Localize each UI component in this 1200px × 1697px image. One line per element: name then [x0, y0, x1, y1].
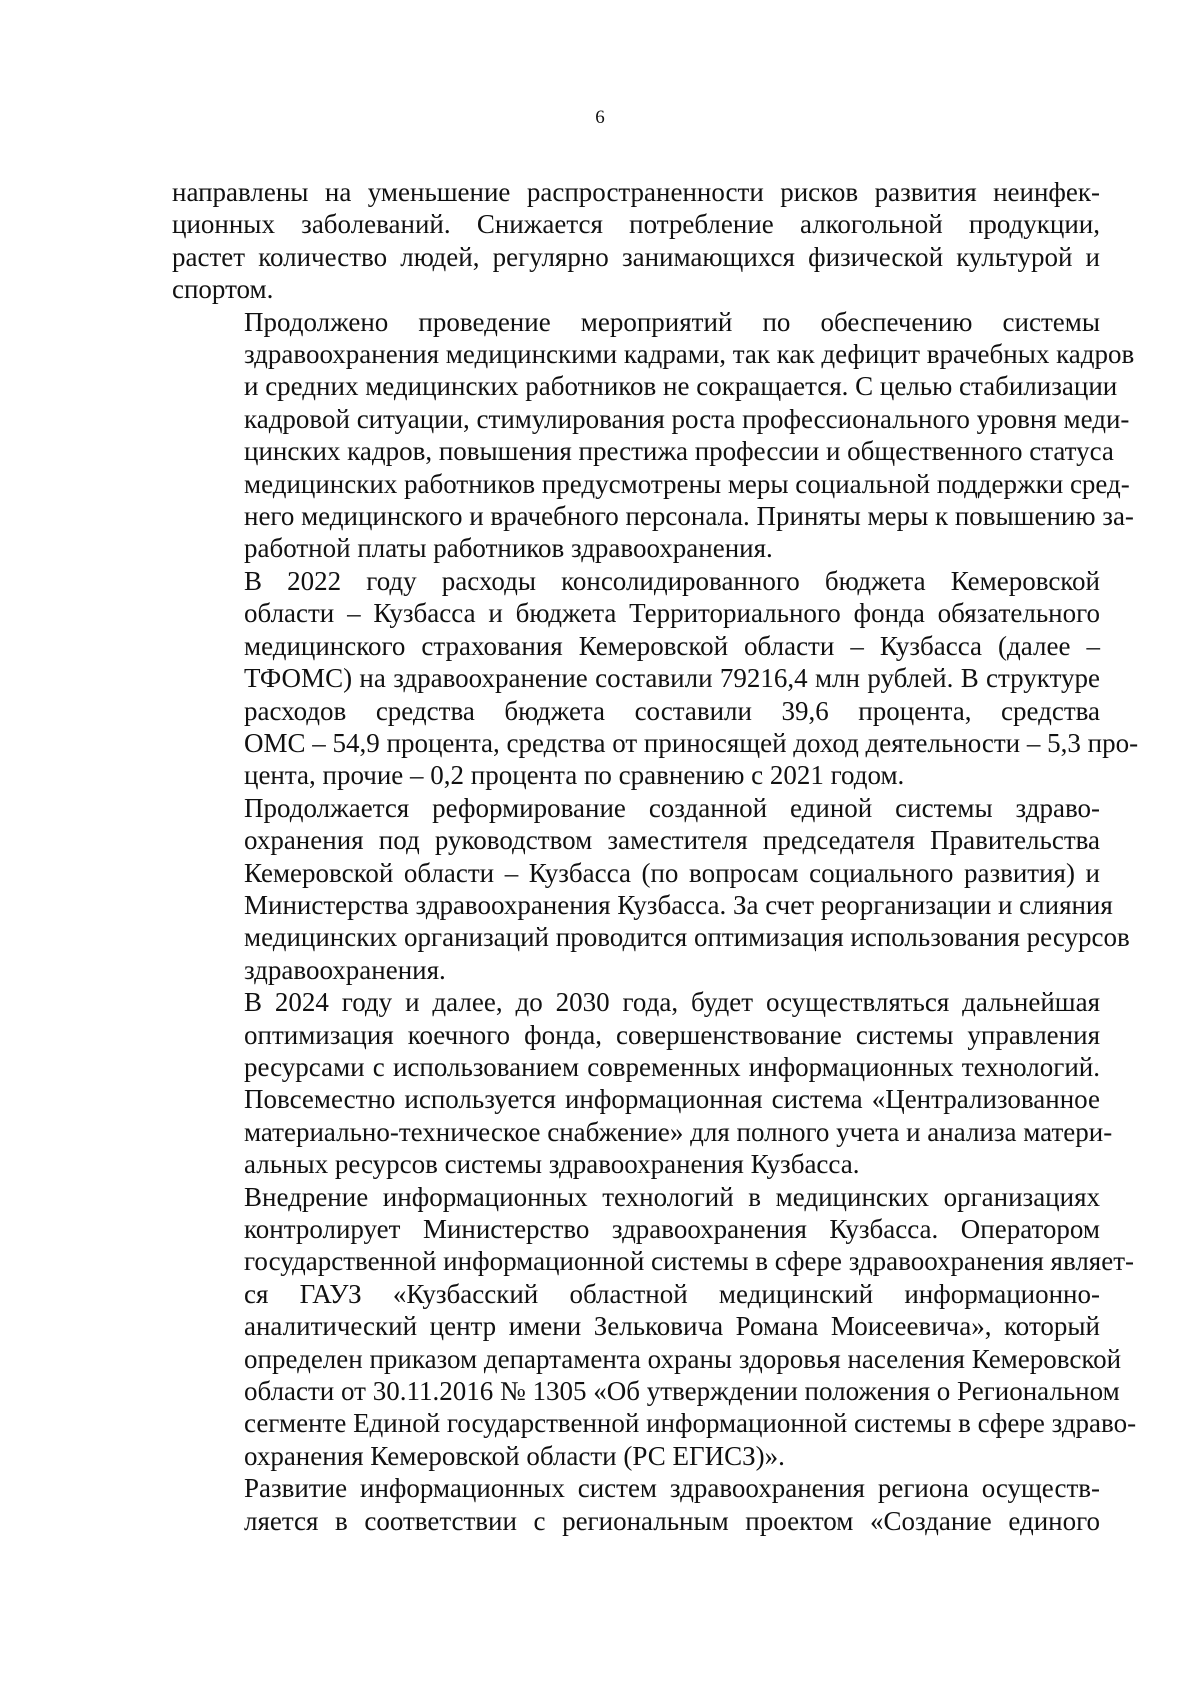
text-line: Продолжено проведение мероприятий по обеспечению системы: [244, 306, 1100, 337]
text-line: здравоохранения.: [244, 954, 446, 985]
paragraph: [172, 565, 1139, 792]
text-line: медицинских организаций проводится оптимизация использования ресурсов: [244, 922, 1130, 953]
text-line: оптимизация коечного фонда, совершенствование системы управления: [244, 1019, 1100, 1050]
text-line: медицинского страхования Кемеровской области – Кузбасса (далее –: [244, 630, 1100, 661]
text-line: растет количество людей, регулярно занимающихся физической культурой и: [172, 241, 1100, 272]
text-line: ляется в соответствии с региональным проектом «Создание единого: [244, 1505, 1100, 1536]
text-line: здравоохранения медицинскими кадрами, так как дефицит врачебных кадров: [244, 339, 1135, 370]
text-line: альных ресурсов системы здравоохранения Кузбасса.: [244, 1149, 860, 1180]
text-line: Внедрение информационных технологий в медицинских организациях: [244, 1181, 1100, 1212]
text-line: области от 30.11.2016 № 1305 «Об утверждении положения о Региональном: [244, 1376, 1120, 1407]
paragraph: [172, 306, 1135, 565]
text-line: и средних медицинских работников не сокращается. С целью стабилизации: [244, 371, 1118, 402]
paragraph: [172, 792, 1130, 986]
text-line: ТФОМС) на здравоохранение составили 79216,4 млн рублей. В структуре: [244, 663, 1100, 694]
text-line: аналитический центр имени Зельковича Романа Моисеевича», который: [244, 1311, 1100, 1342]
text-line: Министерства здравоохранения Кузбасса. За счет реорганизации и слияния: [244, 889, 1113, 920]
text-line: области – Кузбасса и бюджета Территориального фонда обязательного: [244, 598, 1100, 629]
text-line: медицинских работников предусмотрены меры социальной поддержки сред-: [244, 468, 1130, 499]
text-line: Продолжается реформирование созданной единой системы здраво-: [244, 792, 1100, 823]
text-line: направлены на уменьшение распространенности рисков развития неинфек-: [172, 177, 1100, 207]
paragraph: [172, 1181, 1137, 1473]
text-line: ресурсами с использованием современных информационных технологий.: [244, 1051, 1100, 1082]
text-line: Развитие информационных систем здравоохранения региона осуществ-: [244, 1473, 1100, 1504]
text-line: государственной информационной системы в сфере здравоохранения являет-: [244, 1246, 1134, 1277]
paragraph: [172, 176, 1100, 306]
text-line: Кемеровской области – Кузбасса (по вопросам социального развития) и: [244, 857, 1100, 888]
paragraph: [172, 1472, 1100, 1537]
text-line: ОМС – 54,9 процента, средства от приносящей доход деятельности – 5,3 про-: [244, 727, 1139, 758]
text-line: ся ГАУЗ «Кузбасский областной медицинский информационно-: [244, 1278, 1100, 1309]
text-line: расходов средства бюджета составили 39,6 процента, средства: [244, 695, 1100, 726]
text-line: него медицинского и врачебного персонала. Приняты меры к повышению за-: [244, 501, 1134, 532]
text-line: охранения под руководством заместителя председателя Правительства: [244, 825, 1100, 856]
text-line: контролирует Министерство здравоохранения Кузбасса. Оператором: [244, 1214, 1100, 1244]
text-line: В 2022 году расходы консолидированного бюджета Кемеровской: [244, 565, 1100, 596]
text-line: определен приказом департамента охраны здоровья населения Кемеровской: [244, 1343, 1122, 1374]
text-line: цинских кадров, повышения престижа профессии и общественного статуса: [244, 436, 1114, 467]
text-line: материально-техническое снабжение» для полного учета и анализа матери-: [244, 1116, 1113, 1147]
text-line: охранения Кемеровской области (РС ЕГИСЗ)».: [244, 1440, 785, 1471]
paragraph: [172, 986, 1113, 1180]
text-line: работной платы работников здравоохранения.: [244, 533, 773, 564]
page-number: 6: [595, 107, 605, 128]
text-line: кадровой ситуации, стимулирования роста профессионального уровня меди-: [244, 403, 1130, 434]
text-line: цента, прочие – 0,2 процента по сравнению с 2021 годом.: [244, 760, 905, 791]
text-line: ционных заболеваний. Снижается потребление алкогольной продукции,: [172, 209, 1100, 240]
text-line: спортом.: [172, 274, 274, 305]
text-line: сегменте Единой государственной информационной системы в сфере здраво-: [244, 1408, 1137, 1439]
document-body: [172, 176, 1139, 1537]
text-line: Повсеместно используется информационная система «Централизованное: [244, 1084, 1100, 1115]
text-line: В 2024 году и далее, до 2030 года, будет осуществляться дальнейшая: [244, 987, 1100, 1018]
